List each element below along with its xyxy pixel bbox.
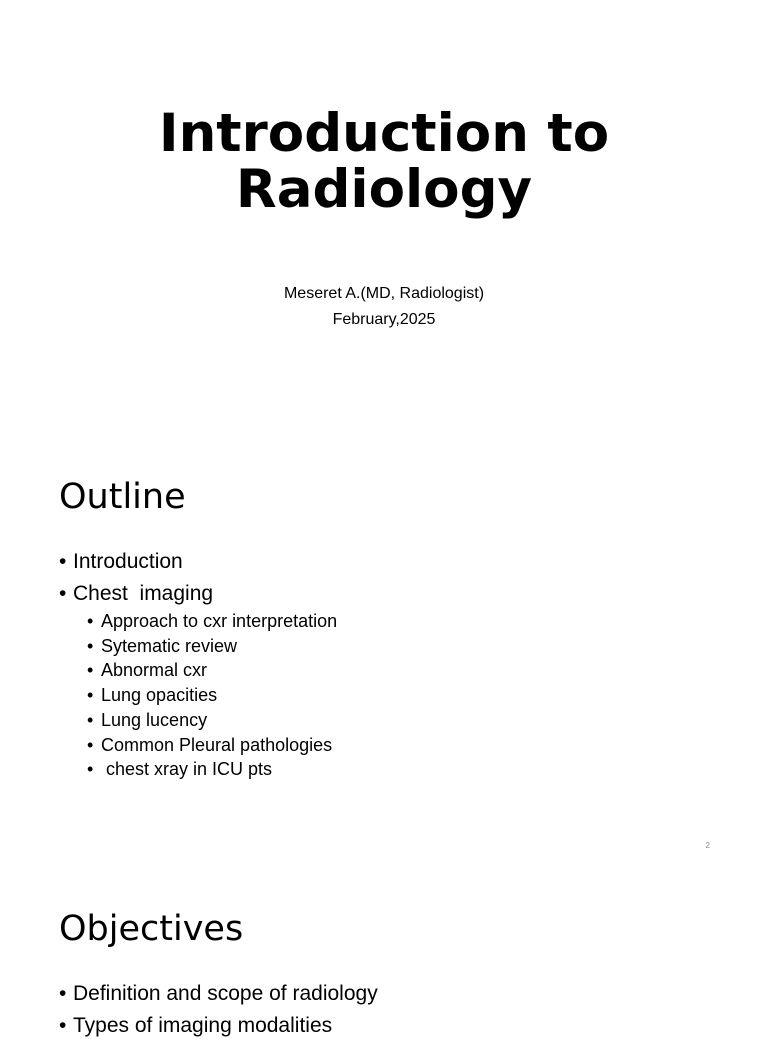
slide-heading: Outline [59,477,186,517]
outline-subitem [87,634,337,659]
outline-subitem-text: Abnormal cxr [101,660,208,681]
objectives-list [59,979,378,1037]
outline-slide [0,432,768,864]
objectives-slide [0,864,768,1037]
objective-item: • Types of imaging modalities [59,1011,378,1024]
outline-subitem-text: Sytematic review [101,635,238,656]
outline-subitem-list [87,609,337,782]
outline-subitem [87,733,337,758]
outline-list [59,547,337,782]
slide-heading: Objectives [59,909,244,949]
page-number: 2 [705,841,710,850]
outline-item [59,579,337,782]
outline-subitem-text: Lung opacities [101,685,218,706]
outline-item-text: Chest imaging [73,582,214,605]
outline-subitem [87,683,337,708]
outline-subitem-text: Common Pleural pathologies [101,734,333,755]
outline-subitem-text: Approach to cxr interpretation [101,611,338,631]
outline-subitem-text: chest xray in ICU pts [101,759,273,780]
objective-item: • Definition and scope of radiology [59,979,378,1009]
outline-subitem [87,609,337,634]
outline-subitem [87,658,337,683]
byline [0,281,768,333]
outline-subitem [87,757,337,782]
presentation-title: Introduction to Radiology [158,103,610,220]
outline-item [59,547,337,577]
date-line: February,2025 [332,311,436,328]
outline-subitem-text: Lung lucency [101,709,208,730]
author-line: Meseret A.(MD, Radiologist) [283,285,485,302]
title-slide [0,0,768,432]
outline-item-text: Introduction [73,550,183,573]
outline-subitem [87,708,337,733]
